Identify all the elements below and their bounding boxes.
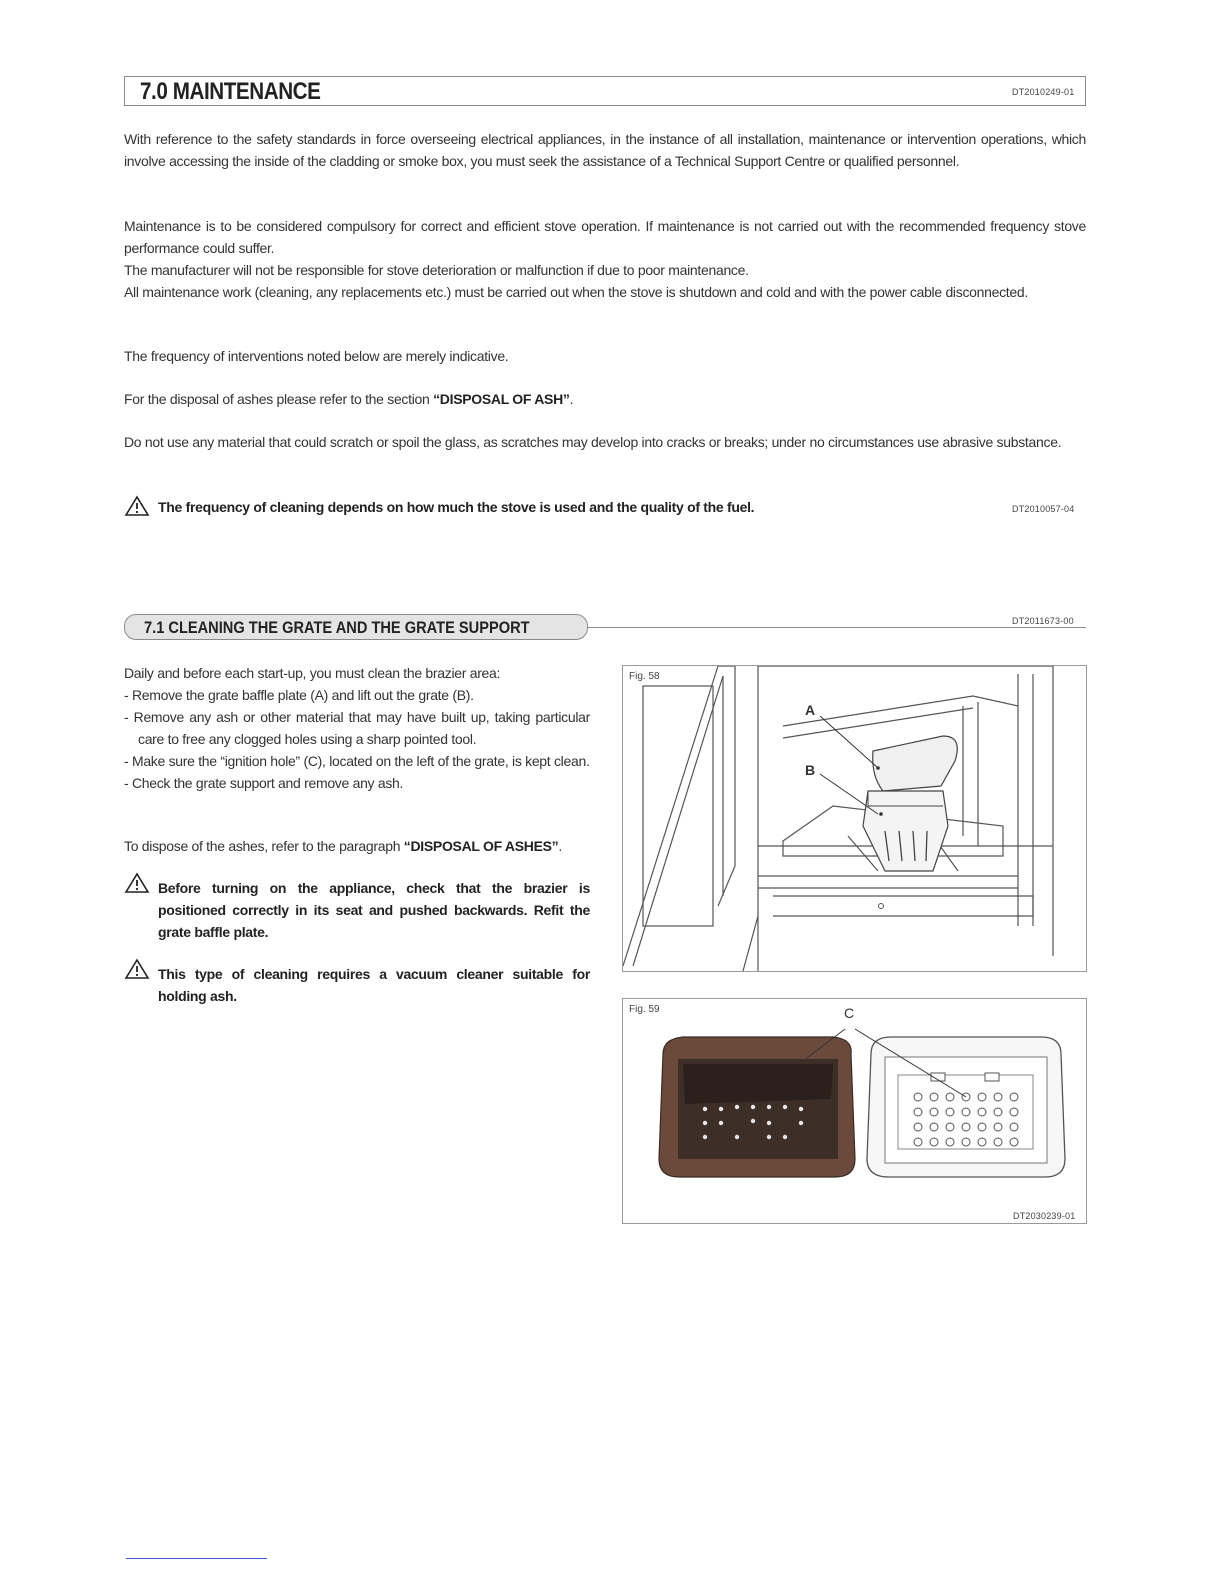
section-code: DT2010249-01	[1012, 87, 1075, 97]
warning-triangle-icon	[124, 958, 150, 985]
section-warning: The frequency of cleaning depends on how much the stove is used and the quality of the fuel.	[158, 499, 755, 515]
cleaning-steps-list	[124, 684, 590, 794]
brazier-warning: Before turning on the appliance, check that the brazier is positioned correctly in its seat and pushed backwards. Refit the grate baffle plate.	[158, 880, 590, 940]
footer-rule	[126, 1558, 267, 1559]
ash-ref-after: .	[569, 391, 574, 407]
list-item: - Check the grate support and remove any ash.	[124, 775, 404, 791]
intro-paragraph: With reference to the safety standards in force overseeing electrical appliances, in the instance of all installation, maintenance or intervention operations, which involve accessing the inside of the cladding or smoke box, you must seek the assistance of a Technical Support Centre or qualified personnel.	[124, 131, 1086, 169]
compulsory-paragraph: Maintenance is to be considered compulsory for correct and efficient stove operation. If maintenance is not carried out with the recommended frequency stove performance could suffer.	[124, 218, 1086, 256]
callout-a: A	[805, 702, 816, 718]
ash-ref-before: For the disposal of ashes please refer to the section	[124, 391, 434, 407]
warning-code: DT2010057-04	[1012, 504, 1075, 514]
subsection-rule	[588, 627, 1086, 628]
ash-ref-link: “DISPOSAL OF ASH”	[433, 391, 570, 407]
manufacturer-paragraph: The manufacturer will not be responsible for stove deterioration or malfunction if due to poor maintenance.	[124, 262, 749, 278]
ashes-ref-after: .	[558, 838, 562, 854]
glass-note: Do not use any material that could scratch or spoil the glass, as scratches may develop into cracks or breaks; under no circumstances use abrasive substance.	[124, 434, 1062, 450]
fig59-code: DT2030239-01	[1013, 1211, 1076, 1221]
stove-interior-drawing	[623, 666, 1086, 971]
shutdown-paragraph: All maintenance work (cleaning, any replacements etc.) must be carried out when the stove is shutdown and cold and with the power cable disconnected.	[124, 284, 1028, 300]
warning-triangle-icon	[124, 872, 150, 899]
subsection-intro: Daily and before each start-up, you must clean the brazier area:	[124, 665, 501, 681]
ashes-ref-before: To dispose of the ashes, refer to the paragraph	[124, 838, 404, 854]
warning-triangle-icon	[124, 495, 150, 522]
ashes-ref-link: “DISPOSAL OF ASHES”	[403, 838, 559, 854]
section-title: 7.0 MAINTENANCE	[140, 78, 321, 105]
frequency-paragraph: The frequency of interventions noted below are merely indicative.	[124, 348, 509, 364]
fig59-label: Fig. 59	[629, 1004, 660, 1015]
fig58-label: Fig. 58	[629, 671, 660, 682]
ashes-reference	[124, 835, 594, 857]
subsection-title: 7.1 CLEANING THE GRATE AND THE GRATE SUPPORT	[144, 618, 530, 637]
list-item: - Make sure the “ignition hole” (C), located on the left of the grate, is kept clean.	[124, 753, 590, 769]
figure-59	[622, 998, 1087, 1224]
brazier-comparison-drawing	[623, 999, 1086, 1223]
callout-c: C	[844, 1005, 855, 1021]
list-item: - Remove any ash or other material that may have built up, taking particular care to free any clogged holes using a sharp pointed tool.	[124, 709, 590, 747]
subsection-code: DT2011673-00	[1012, 616, 1074, 626]
vacuum-warning: This type of cleaning requires a vacuum cleaner suitable for holding ash.	[158, 966, 590, 1004]
figure-58	[622, 665, 1087, 972]
callout-b: B	[805, 762, 816, 778]
ash-reference	[124, 388, 1086, 410]
list-item: - Remove the grate baffle plate (A) and lift out the grate (B).	[124, 687, 474, 703]
